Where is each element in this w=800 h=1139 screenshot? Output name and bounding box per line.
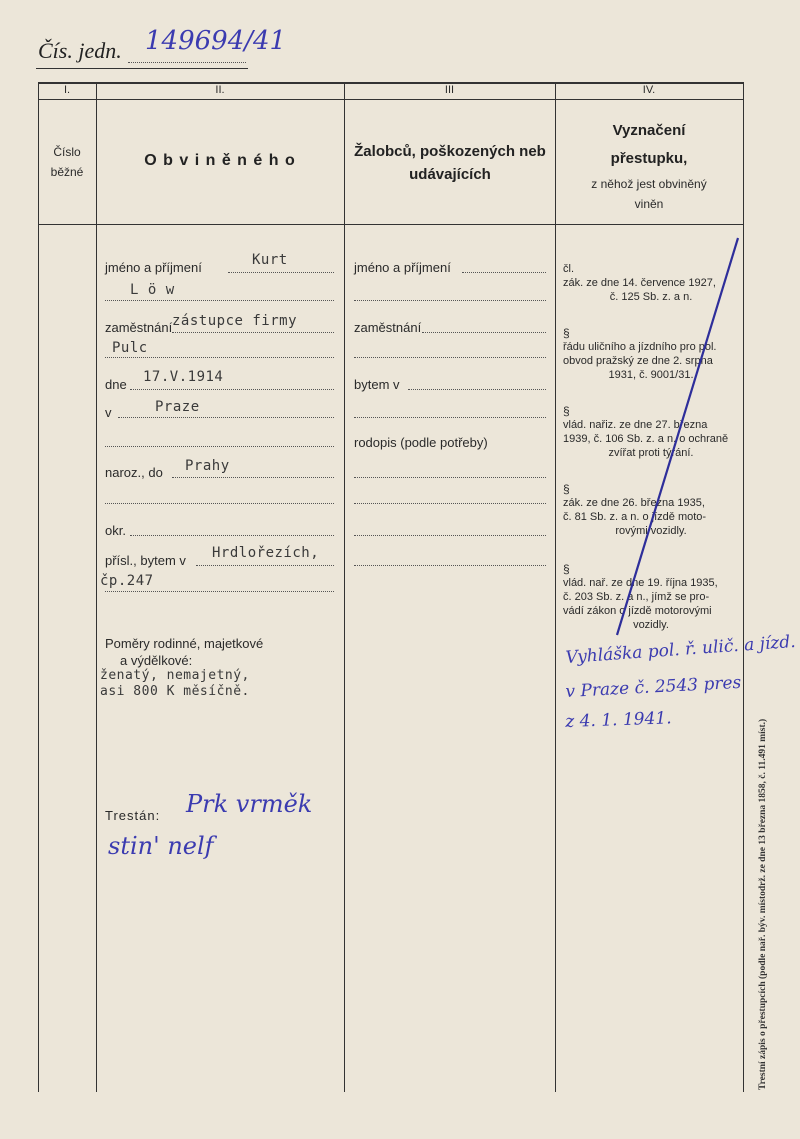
accused-born-value: Prahy: [185, 458, 230, 474]
column-number-2: II.: [215, 84, 225, 96]
plaintiff-name-label: jméno a příjmení: [354, 260, 451, 275]
offence-block-3: § vlád. nařiz. ze dne 27. března 1939, č. 106 Sb. z. a n. o ochraně zvířat proti týrání.: [563, 404, 729, 459]
column-header-accused: O b v i n ě n é h o: [144, 152, 296, 169]
punished-handwriting-2: stin' nelf: [108, 832, 214, 860]
margin-note: Trestní zápis o přestupcích (podle nař. býv. místodrž. ze dne 13 března 1858, č. 11.491 míst.): [758, 718, 768, 1090]
accused-job-label: zaměstnání: [105, 320, 173, 335]
accused-residence-value-2: čp.247: [100, 573, 154, 589]
accused-birth-date: 17.V.1914: [143, 369, 224, 385]
column-header-offence-4: viněn: [634, 197, 664, 211]
accused-birth-place: Praze: [155, 399, 200, 415]
column-header-offence-1: Vyznačení: [612, 122, 686, 139]
accused-date-label: dne: [105, 377, 127, 392]
column-header-plaintiffs: Žalobců, poškozených neb udávajících: [354, 143, 546, 183]
offence-handwriting-1: Vyhláška pol. ř. ulič. a jízd.: [565, 631, 797, 668]
accused-residence-label: přísl., bytem v: [105, 553, 186, 568]
punished-handwriting-1: Prk vrměk: [186, 790, 313, 818]
offence-block-5: § vlád. nař. ze dne 19. října 1935, č. 203 Sb. z. a n., jímž se pro- vádí zákon o jízdě motorovými vozidly.: [563, 562, 718, 631]
offence-block-2: § řádu uličního a jízdního pro pol. obvod pražský ze dne 2. srpna 1931, č. 9001/31.: [563, 326, 717, 381]
plaintiff-rodopis-label: rodopis (podle potřeby): [354, 435, 488, 450]
column-number-4: IV.: [642, 84, 656, 96]
accused-born-label: naroz., do: [105, 465, 163, 480]
offence-block-1: čl. zák. ze dne 14. července 1927, č. 125 Sb. z. a n.: [563, 263, 716, 303]
accused-residence-value: Hrdlořezích,: [212, 545, 320, 561]
family-label-1: Poměry rodinné, majetkové: [105, 636, 264, 651]
accused-place-label: v: [105, 405, 112, 420]
family-value-2: asi 800 K měsíčně.: [100, 684, 250, 699]
file-number-value: 149694/41: [145, 26, 287, 56]
offence-handwriting-2: v Praze č. 2543 pres: [565, 672, 742, 702]
column-header-number: Číslo běžné: [50, 145, 84, 179]
column-header-offence-3: z něhož jest obviněný: [591, 177, 707, 191]
family-value-1: ženatý, nemajetný,: [100, 668, 250, 683]
family-label-2: a výdělkové:: [120, 653, 193, 668]
punished-label: Trestán:: [105, 808, 161, 823]
column-header-offence-2: přestupku,: [610, 150, 688, 167]
column-number-3: III: [444, 84, 455, 96]
column-number-1: I.: [63, 84, 71, 96]
accused-name-label: jméno a příjmení: [105, 260, 202, 275]
accused-district-label: okr.: [105, 523, 126, 538]
accused-job-value: zástupce firmy: [172, 313, 298, 329]
offence-block-4: § zák. ze dne 26. března 1935, č. 81 Sb. z. a n. o jízdě moto- rovými vozidly.: [563, 482, 707, 537]
plaintiff-residence-label: bytem v: [354, 377, 400, 392]
offence-handwriting-3: z 4. 1. 1941.: [565, 708, 672, 732]
accused-last-name: L ö w: [130, 282, 175, 298]
plaintiff-job-label: zaměstnání: [354, 320, 422, 335]
accused-first-name: Kurt: [252, 252, 288, 268]
file-number-label: Čís. jedn.: [38, 38, 122, 63]
strike-line: [555, 230, 745, 650]
accused-job-value-2: Pulc: [112, 340, 148, 356]
